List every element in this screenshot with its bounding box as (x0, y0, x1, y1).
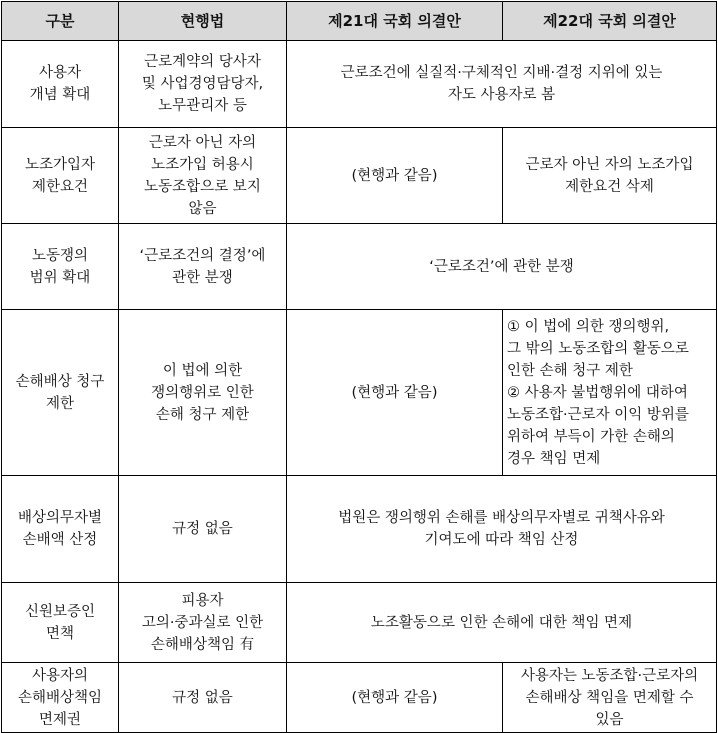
row-merged-proposal: 법원은 쟁의행위 손해를 배상의무자별로 귀책사유와 기여도에 따라 책임 산정 (287, 476, 717, 583)
table-row (2, 663, 717, 733)
table-row (2, 224, 717, 310)
table-row (2, 476, 717, 583)
table-row (2, 128, 717, 224)
row-21st-proposal: (현행과 같음) (287, 663, 503, 733)
row-current-law: 근로계약의 당사자 및 사업경영담당자, 노무관리자 등 (119, 41, 287, 128)
row-category: 노조가입자 제한요건 (2, 128, 119, 224)
row-merged-proposal: 노조활동으로 인한 손해에 대한 책임 면제 (287, 583, 717, 663)
header-row (2, 2, 717, 41)
table-row (2, 41, 717, 128)
row-category: 손해배상 청구 제한 (2, 310, 119, 476)
header-current-law: 현행법 (119, 2, 287, 41)
row-category: 사용자의 손해배상책임 면제권 (2, 663, 119, 733)
row-22nd-proposal: ① 이 법에 의한 쟁의행위, 그 밖의 노동조합의 활동으로 인한 손해 청구 제한 ② 사용자 불법행위에 대하여 노동조합·근로자 이익 방위를 위하여 부득이 가한 손해의 경우 책임 면제 (503, 310, 717, 476)
row-category: 신원보증인 면책 (2, 583, 119, 663)
row-current-law: 근로자 아닌 자의 노조가입 허용시 노동조합으로 보지 않음 (119, 128, 287, 224)
row-merged-proposal: ‘근로조건’에 관한 분쟁 (287, 224, 717, 310)
row-current-law: 피용자 고의·중과실로 인한 손해배상책임 有 (119, 583, 287, 663)
header-21st-assembly: 제21대 국회 의결안 (287, 2, 503, 41)
row-current-law: 규정 없음 (119, 663, 287, 733)
table-row (2, 583, 717, 663)
row-current-law: 규정 없음 (119, 476, 287, 583)
row-current-law: ‘근로조건의 결정’에 관한 분쟁 (119, 224, 287, 310)
row-current-law: 이 법에 의한 쟁의행위로 인한 손해 청구 제한 (119, 310, 287, 476)
row-merged-proposal: 근로조건에 실질적·구체적인 지배·결정 지위에 있는 자도 사용자로 봄 (287, 41, 717, 128)
row-22nd-proposal: 근로자 아닌 자의 노조가입 제한요건 삭제 (503, 128, 717, 224)
header-category: 구분 (2, 2, 119, 41)
comparison-table (1, 1, 717, 733)
header-22nd-assembly: 제22대 국회 의결안 (503, 2, 717, 41)
row-category: 사용자 개념 확대 (2, 41, 119, 128)
row-21st-proposal: (현행과 같음) (287, 310, 503, 476)
row-21st-proposal: (현행과 같음) (287, 128, 503, 224)
row-22nd-proposal: 사용자는 노동조합·근로자의 손해배상 책임을 면제할 수 있음 (503, 663, 717, 733)
row-category: 배상의무자별 손배액 산정 (2, 476, 119, 583)
row-category: 노동쟁의 범위 확대 (2, 224, 119, 310)
table-row (2, 310, 717, 476)
